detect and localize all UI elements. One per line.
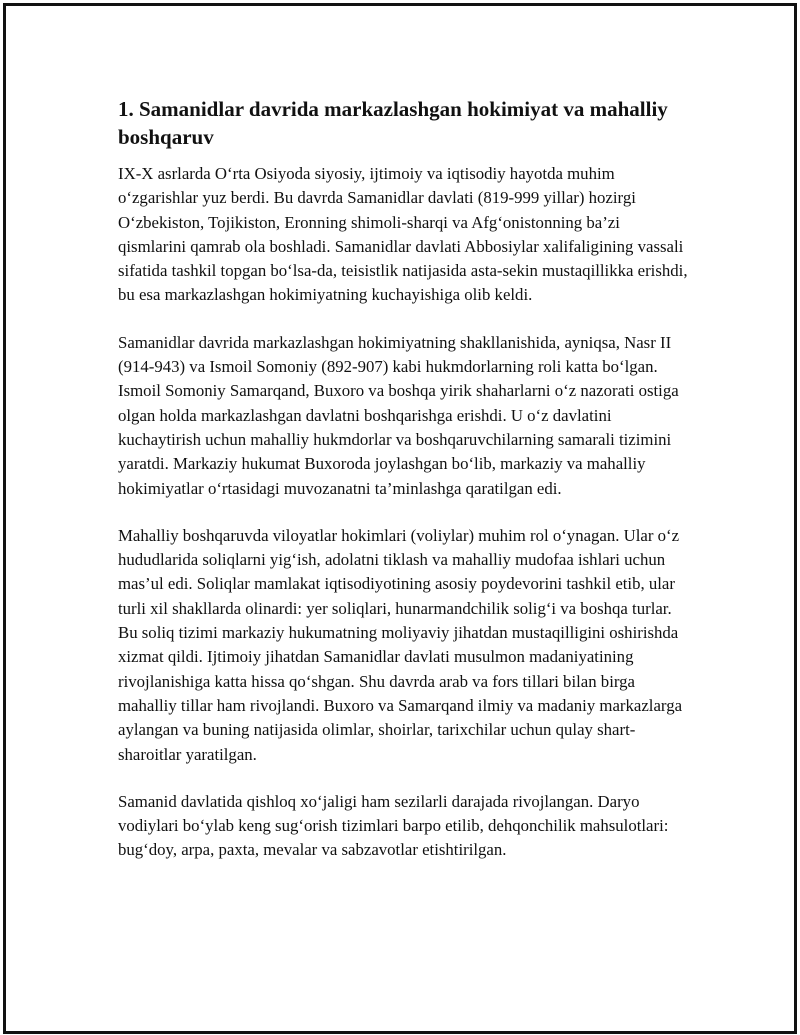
- document-body: [118, 95, 690, 886]
- paragraph-3: Mahalliy boshqaruvda viloyatlar hokimlari (voliylar) muhim rol o‘ynagan. Ular o‘z hududlarida soliqlarni yig‘ish, adolatni tiklash va mahalliy mudofaa ishlari uchun mas’ul edi. Soliqlar mamlakat iqtisodiyotining asosiy poydevorini tashkil etib, ular turli xil shakllarda olinardi: yer soliqlari, hunarmandchilik solig‘i va boshqa turlar. Bu soliq tizimi markaziy hukumatning moliyaviy jihatdan mustaqilligini oshirishda xizmat qildi. Ijtimoiy jihatdan Samanidlar davlati musulmon madaniyatining rivojlanishiga katta hissa qo‘shgan. Shu davrda arab va fors tillari bilan birga mahalliy tillar ham rivojlandi. Buxoro va Samarqand ilmiy va madaniy markazlarga aylangan va buning natijasida olimlar, shoirlar, tarixchilar uchun qulay shart-sharoitlar yaratilgan.: [118, 525, 683, 764]
- paragraph-4: Samanid davlatida qishloq xo‘jaligi ham sezilarli darajada rivojlangan. Daryo vodiylari bo‘ylab keng sug‘orish tizimlari barpo etilib, dehqonchilik mahsulotlari: bug‘doy, arpa, paxta, mevalar va sabzavotlar etishtirilgan.: [118, 791, 669, 860]
- section-heading: 1. Samanidlar davrida markazlashgan hokimiyat va mahalliy boshqaruv: [118, 97, 668, 149]
- paragraph-1: IX-X asrlarda O‘rta Osiyoda siyosiy, ijtimoiy va iqtisodiy hayotda muhim o‘zgarishlar yuz berdi. Bu davrda Samanidlar davlati (819-999 yillar) hozirgi O‘zbekiston, Tojikiston, Eronning shimoli-sharqi va Afg‘onistonning ba’zi qismlarini qamrab ola boshladi. Samanidlar davlati Abbosiylar xalifaligining vassali sifatida tashkil topgan bo‘lsa-da, teisistlik natijasida asta-sekin mustaqillikka erishdi, bu esa markazlashgan hokimiyatning kuchayishiga olib keldi.: [118, 164, 688, 305]
- paragraph-2: Samanidlar davrida markazlashgan hokimiyatning shakllanishida, ayniqsa, Nasr II (914-943) va Ismoil Somoniy (892-907) kabi hukmdorlarning roli katta bo‘lgan. Ismoil Somoniy Samarqand, Buxoro va boshqa yirik shaharlarni o‘z nazorati ostiga olgan holda markazlashgan davlatni boshqarishga erishdi. U o‘z davlatini kuchaytirish uchun mahalliy hukmdorlar va boshqaruvchilarning samarali tizimini yaratdi. Markaziy hukumat Buxoroda joylashgan bo‘lib, markaziy va mahalliy hokimiyatlar o‘rtasidagi muvozanatni ta’minlashga qaratilgan edi.: [118, 332, 679, 498]
